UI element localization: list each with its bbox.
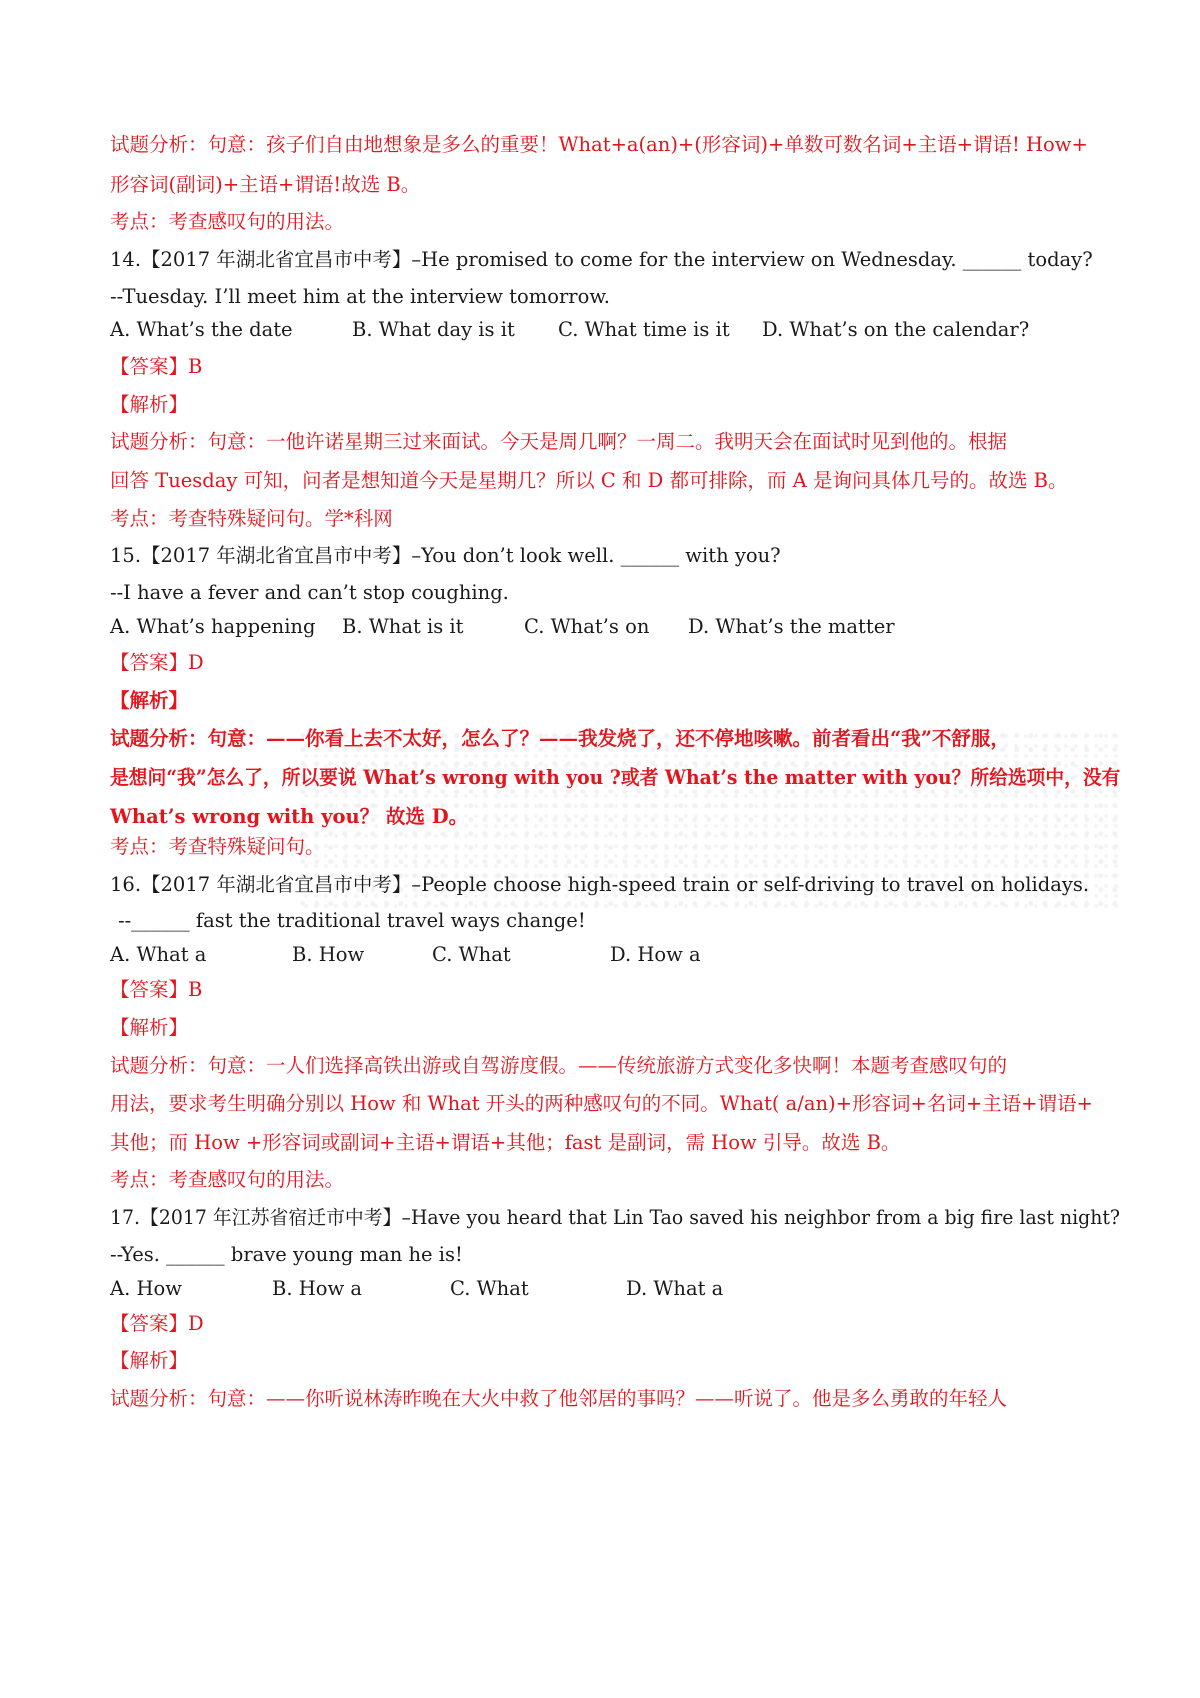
q17-option-c: C. What: [450, 1277, 529, 1300]
q16-analysis-line3: 其他；而 How +形容词或副词+主语+谓语+其他；fast 是副词，需 How 引导。故选 B。: [110, 1131, 901, 1154]
q16-option-d: D. How a: [610, 943, 701, 966]
q16-stem: 16.【2017 年湖北省宜昌市中考】–People choose high-speed train or self-driving to travel on holidays.: [110, 873, 1090, 896]
q15-analysis-line3: What’s wrong with you？ 故选 D。: [110, 805, 469, 828]
q16-jiexi-heading: 【解析】: [110, 1016, 189, 1039]
q14-answer: 【答案】B: [110, 355, 203, 378]
q17-option-a: A. How: [110, 1277, 182, 1300]
q15-stem: 15.【2017 年湖北省宜昌市中考】–You don’t look well. ______ with you?: [110, 544, 781, 567]
q17-option-b: B. How a: [272, 1277, 362, 1300]
q17-analysis-line1: 试题分析：句意：——你听说林涛昨晚在大火中救了他邻居的事吗？——听说了。他是多么勇敢的年轻人: [110, 1387, 1008, 1410]
q15-option-c: C. What’s on: [524, 615, 650, 638]
q14-analysis-line2: 回答 Tuesday 可知，问者是想知道今天是星期几？所以 C 和 D 都可排除，而 A 是询问具体几号的。故选 B。: [110, 469, 1068, 492]
q14-stem: 14.【2017 年湖北省宜昌市中考】–He promised to come for the interview on Wednesday. ______ today?: [110, 248, 1093, 271]
q13-analysis-line2: 形容词(副词)+主语+谓语!故选 B。: [110, 173, 421, 196]
q17-option-d: D. What a: [626, 1277, 724, 1300]
q14-analysis-line1: 试题分析：句意：一他许诺星期三过来面试。今天是周几啊？一周二。我明天会在面试时见到他的。根据: [110, 430, 1008, 453]
q16-analysis-line1: 试题分析：句意：一人们选择高铁出游或自驾游度假。——传统旅游方式变化多快啊！本题考查感叹句的: [110, 1054, 1008, 1077]
q16-point: 考点：考查感叹句的用法。: [110, 1168, 345, 1191]
q16-answer: 【答案】B: [110, 978, 203, 1001]
q15-option-b: B. What is it: [342, 615, 464, 638]
q13-point: 考点：考查感叹句的用法。: [110, 210, 345, 233]
q14-option-a: A. What’s the date: [110, 318, 293, 341]
q15-jiexi-heading: 【解析】: [110, 689, 189, 712]
q16-option-b: B. How: [292, 943, 365, 966]
q15-option-d: D. What’s the matter: [688, 615, 895, 638]
q15-answer: 【答案】D: [110, 651, 204, 674]
q17-jiexi-heading: 【解析】: [110, 1349, 189, 1372]
q15-option-a: A. What’s happening: [110, 615, 316, 638]
q16-reply: --______ fast the traditional travel ways change!: [118, 909, 586, 932]
q15-analysis-line1: 试题分析：句意：——你看上去不太好，怎么了？——我发烧了，还不停地咳嗽。前者看出“我”不舒服，: [110, 727, 1010, 750]
q14-reply: --Tuesday. I’ll meet him at the interview tomorrow.: [110, 285, 610, 308]
q15-analysis-line2: 是想问“我”怎么了，所以要说 What’s wrong with you ?或者 What’s the matter with you？所给选项中，没有: [110, 766, 1121, 789]
q13-analysis-line1: 试题分析：句意：孩子们自由地想象是多么的重要！What+a(an)+(形容词)+单数可数名词+主语+谓语! How+: [110, 133, 1088, 156]
q14-point: 考点：考查特殊疑问句。学*科网: [110, 507, 393, 530]
q16-option-a: A. What a: [110, 943, 207, 966]
q17-reply: --Yes. ______ brave young man he is!: [110, 1243, 463, 1266]
q16-analysis-line2: 用法，要求考生明确分别以 How 和 What 开头的两种感叹句的不同。What( a/an)+形容词+名词+主语+谓语+: [110, 1092, 1093, 1115]
q14-option-c: C. What time is it: [558, 318, 730, 341]
q14-option-d: D. What’s on the calendar?: [762, 318, 1030, 341]
q17-stem: 17.【2017 年江苏省宿迁市中考】–Have you heard that Lin Tao saved his neighbor from a big fire last night?: [110, 1206, 1121, 1229]
q16-option-c: C. What: [432, 943, 511, 966]
q15-reply: --I have a fever and can’t stop coughing.: [110, 581, 509, 604]
q14-jiexi-heading: 【解析】: [110, 393, 189, 416]
q17-answer: 【答案】D: [110, 1312, 204, 1335]
q14-option-b: B. What day is it: [352, 318, 515, 341]
q15-point: 考点：考查特殊疑问句。: [110, 835, 325, 858]
